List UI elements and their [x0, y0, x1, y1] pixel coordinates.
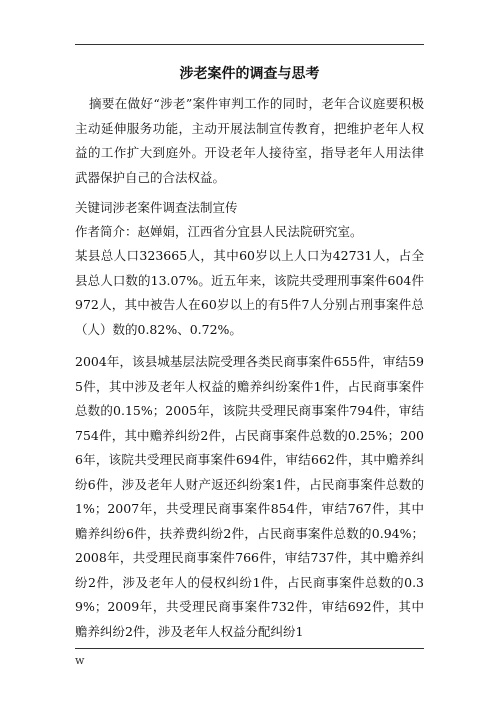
body-paragraph: 某县总人口323665人，其中60岁以上人口为42731人，占全县总人口数的13.07%。近五年来，该院共受理刑事案件604件972人，其中被告人在60岁以上的有5件7人分别占刑事案件总（人）数的0.82%、0.72%。	[75, 248, 424, 337]
footer-marker: w	[75, 654, 85, 667]
footer-rule	[75, 648, 424, 649]
document-title: 涉老案件的调查与思考	[179, 66, 320, 82]
keywords-line: 关键词涉老案件调查法制宣传	[75, 200, 238, 215]
body-paragraph: 2004年，该县城基层法院受理各类民商事案件655件，审结595件，其中涉及老年人权益的赡养纠纷案件1件，占民商事案件总数的0.15%；2005年，该院共受理民商事案件794件，审结754件，其中赡养纠纷2件，占民商事案件总数的0.25%；2006年，该院共受理民商事案件694件，审结662件，其中赡养纠纷6件，涉及老年人财产返还纠纷案1件，占民商事案件总数的1%；2007年，共受理民商事案件854件，审结767件，其中赡养纠纷6件，扶养费纠纷2件，占民商事案件总数的0.94%；2008年，共受理民商事案件766件，审结737件，其中赡养纠纷2件，涉及老年人的侵权纠纷1件，占民商事案件总数的0.39%；2009年，共受理民商事案件732件，审结692件，其中赡养纠纷2件，涉及老年人权益分配纠纷1	[75, 354, 424, 639]
abstract-paragraph: 摘要在做好“涉老”案件审判工作的同时，老年合议庭要积极主动延伸服务功能，主动开展法制宣传教育，把维护老年人权益的工作扩大到庭外。开设老年人接待室，指导老年人用法律武器保护自己的合法权益。	[75, 96, 424, 185]
header-rule	[75, 44, 424, 45]
author-line: 作者简介：赵婵娟，江西省分宜县人民法院研究室。	[75, 224, 363, 239]
